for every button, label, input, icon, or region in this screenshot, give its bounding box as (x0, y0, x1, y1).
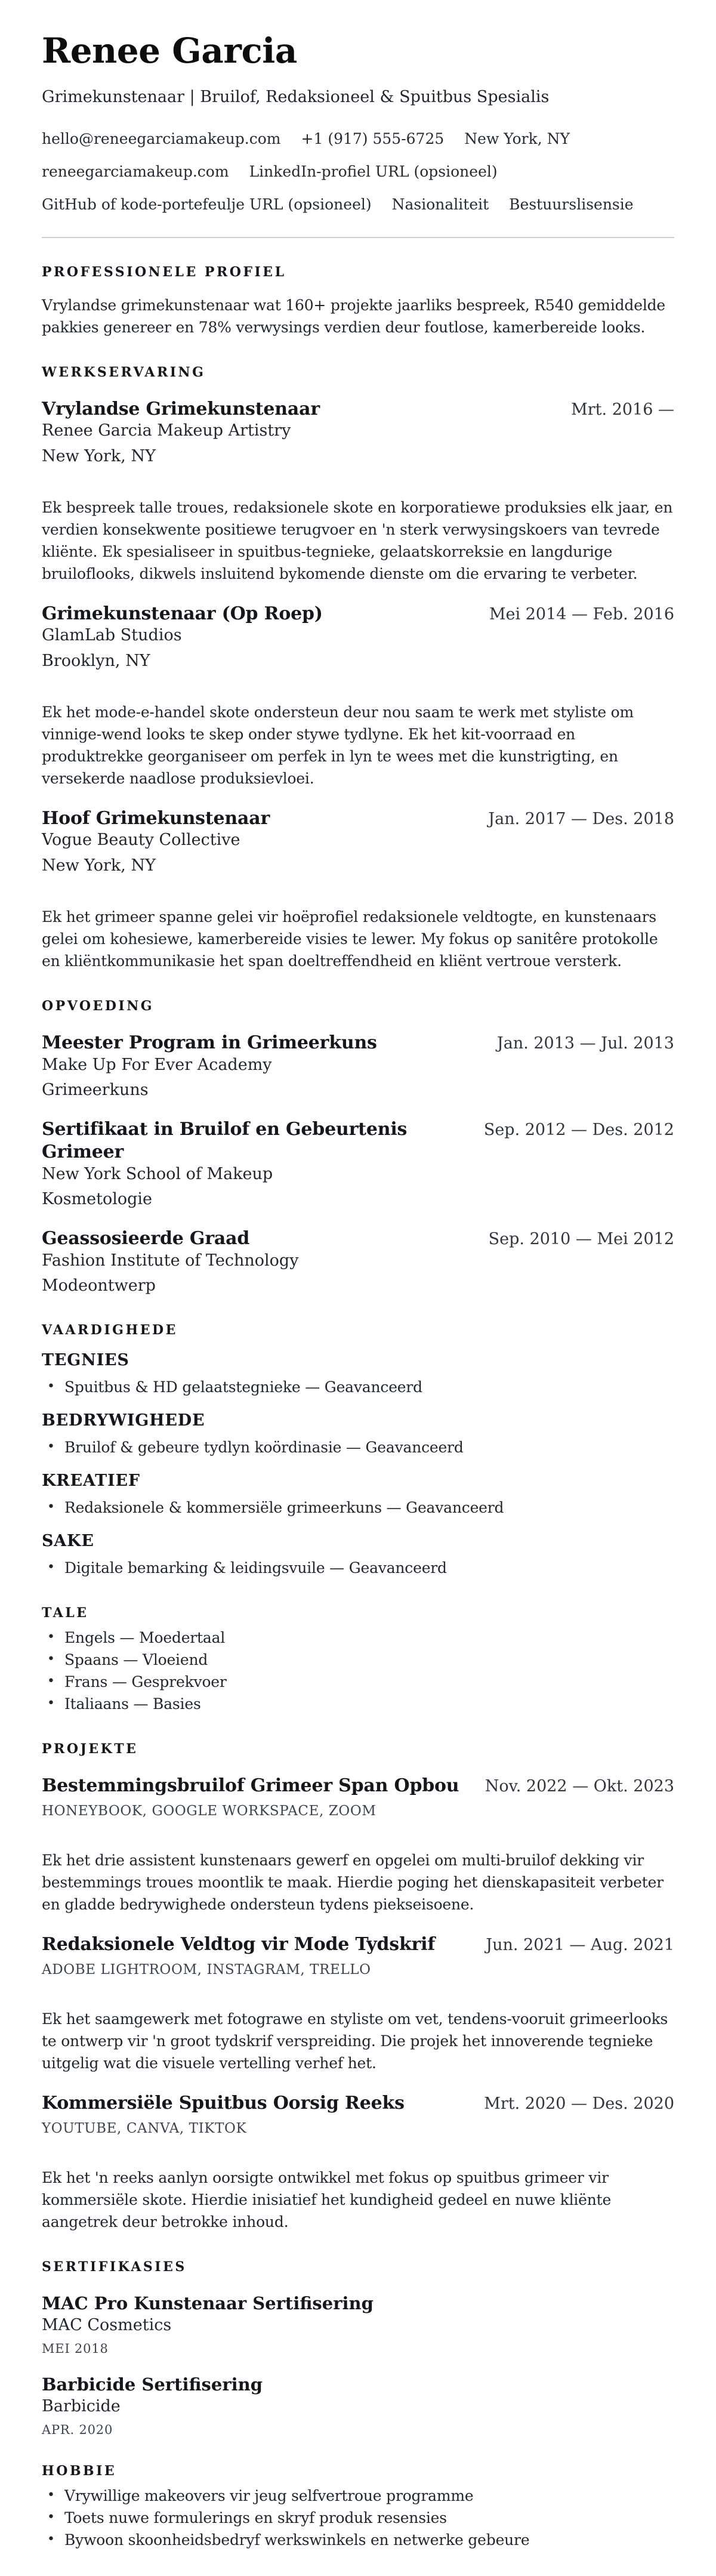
contact-github: GitHub of kode-portefeulje URL (opsioneel) (42, 195, 372, 213)
skill-list (42, 1557, 674, 1579)
language-list (42, 1627, 674, 1715)
section-education (42, 998, 674, 1296)
skill-category-name: TEGNIES (42, 1350, 129, 1369)
certification-name: Barbicide Sertifisering (42, 2374, 263, 2395)
hobby-item: • Toets nuwe formulerings en skryf produk resensies (42, 2507, 674, 2529)
skill-category-name: BEDRYWIGHEDE (42, 1411, 205, 1430)
project-title: Bestemmingsbruilof Grimeer Span Opbou (42, 1775, 459, 1796)
job-title: Grimekunstenaar (Op Roep) (42, 603, 323, 624)
certification-date: APR. 2020 (42, 2422, 113, 2437)
language-item: • Italiaans — Basies (42, 1693, 674, 1715)
experience-entry (42, 807, 674, 972)
contact-email: hello@reneegarciamakeup.com (42, 129, 281, 147)
resume-header (42, 30, 674, 238)
hobby-item: • Vrywillige makeovers vir jeug selfvertroue programme (42, 2485, 674, 2507)
education-field: Kosmetologie (42, 1189, 153, 1208)
project-dates: Jun. 2021 — Aug. 2021 (486, 1935, 674, 1954)
experience-entry (42, 398, 674, 585)
section-profile (42, 264, 674, 338)
section-skills (42, 1322, 674, 1579)
language-item: • Engels — Moedertaal (42, 1627, 674, 1649)
contact-row-1 (42, 130, 674, 147)
project-entry (42, 1933, 674, 2074)
section-hobbies (42, 2463, 674, 2551)
section-heading-experience: WERKSERVARING (42, 364, 206, 380)
header-divider (42, 237, 674, 238)
project-tools: HONEYBOOK, GOOGLE WORKSPACE, ZOOM (42, 1803, 376, 1819)
profile-text: Vrylandse grimekunstenaar wat 160+ projekte jaarliks bespreek, R540 gemiddelde pakkies genereer en 78% verwysings verdien deur foutlose, kamerbereide looks. (42, 296, 666, 336)
project-description: Ek het 'n reeks aanlyn oorsigte ontwikkel met fokus op spuitbus grimeer vir kommersiële skote. Hierdie inisiatief het kundigheid gedeel en nuwe kliënte aangetrek deur betrokke inhoud. (42, 2168, 612, 2231)
section-certifications (42, 2259, 674, 2437)
certification-issuer: Barbicide (42, 2396, 121, 2415)
project-tools: YOUTUBE, CANVA, TIKTOK (42, 2120, 247, 2136)
job-location: New York, NY (42, 856, 156, 875)
skill-item: • Digitale bemarking & leidingsvuile — Geavanceerd (42, 1557, 674, 1579)
education-field: Grimeerkuns (42, 1080, 149, 1099)
section-heading-languages: TALE (42, 1605, 89, 1621)
contact-row-2 (42, 163, 674, 180)
project-tools: ADOBE LIGHTROOM, INSTAGRAM, TRELLO (42, 1961, 371, 1977)
hobby-item: • Bywoon skoonheidsbedryf werkswinkels en netwerke gebeure (42, 2529, 674, 2551)
project-entry (42, 2092, 674, 2233)
education-dates: Sep. 2010 — Mei 2012 (488, 1229, 674, 1248)
education-entry (42, 1227, 674, 1296)
education-school: Make Up For Ever Academy (42, 1055, 272, 1074)
education-dates: Jan. 2013 — Jul. 2013 (496, 1034, 674, 1053)
contact-location: New York, NY (464, 129, 570, 147)
skill-list (42, 1376, 674, 1398)
job-dates: Mrt. 2016 — (571, 400, 674, 419)
job-company: Vogue Beauty Collective (42, 830, 240, 849)
section-heading-projects: PROJEKTE (42, 1741, 138, 1757)
person-subtitle: Grimekunstenaar | Bruilof, Redaksioneel & Spuitbus Spesialis (42, 87, 550, 106)
education-entry (42, 1032, 674, 1100)
education-dates: Sep. 2012 — Des. 2012 (483, 1120, 674, 1139)
section-experience (42, 365, 674, 972)
section-heading-education: OPVOEDING (42, 998, 155, 1014)
project-entry (42, 1775, 674, 1915)
job-description: Ek het grimeer spanne gelei vir hoëprofiel redaksionele veldtogte, en kunstenaars gelei om kohesiewe, kamerbereide visies te lewer. My fokus op sanitêre protokolle en kliëntkommunikasie het span doeltreffendheid en kliënt vertroue versterk. (42, 908, 658, 970)
skill-category-name: SAKE (42, 1531, 94, 1550)
certification-entry (42, 2293, 674, 2356)
section-heading-certifications: SERTIFIKASIES (42, 2259, 187, 2275)
certification-entry (42, 2374, 674, 2437)
education-entry (42, 1118, 674, 1210)
skill-list (42, 1497, 674, 1519)
project-dates: Mrt. 2020 — Des. 2020 (484, 2094, 674, 2113)
section-languages (42, 1605, 674, 1715)
person-name: Renee Garcia (42, 30, 297, 71)
skill-item: • Bruilof & gebeure tydlyn koördinasie — Geavanceerd (42, 1436, 674, 1458)
section-projects (42, 1741, 674, 2233)
job-title: Hoof Grimekunstenaar (42, 807, 270, 829)
job-location: New York, NY (42, 446, 156, 465)
hobby-list (42, 2485, 674, 2551)
education-degree: Meester Program in Grimeerkuns (42, 1032, 377, 1053)
skill-category-name: KREATIEF (42, 1471, 140, 1490)
job-company: GlamLab Studios (42, 625, 182, 644)
job-dates: Mei 2014 — Feb. 2016 (489, 604, 674, 624)
education-degree: Sertifikaat in Bruilof en Gebeurtenis Grimeer (42, 1118, 408, 1162)
project-title: Redaksionele Veldtog vir Mode Tydskrif (42, 1933, 436, 1955)
job-description: Ek bespreek talle troues, redaksionele skote en korporatiewe produksies elk jaar, en verdien konsekwente positiewe terugvoer en 'n sterk verwysingskoers van tevrede kliënte. Ek spesialiseer in spuitbus-tegnieke, gelaatskorreksie en langdurige bruiloflooks, dikwels insluitend bykomende dienste om die ervaring te verbeter. (42, 498, 673, 582)
section-heading-profile: PROFESSIONELE PROFIEL (42, 264, 286, 280)
job-title: Vrylandse Grimekunstenaar (42, 398, 320, 419)
project-description: Ek het saamgewerk met fotograwe en styliste om vet, tendens-vooruit grimeerlooks te ontwerp vir 'n groot tydskrif verspreiding. Die projek het innoverende tegnieke uitgelig wat die visuele vertelling verhef het. (42, 2010, 668, 2072)
certification-name: MAC Pro Kunstenaar Sertifisering (42, 2293, 374, 2313)
contact-website: reneegarciamakeup.com (42, 162, 229, 180)
contact-phone: +1 (917) 555-6725 (301, 129, 445, 147)
project-dates: Nov. 2022 — Okt. 2023 (484, 1776, 674, 1796)
education-school: New York School of Makeup (42, 1164, 273, 1183)
job-description: Ek het mode-e-handel skote ondersteun deur nou saam te werk met styliste om vinnige-wend looks te skep onder stywe tydlyne. Ek het kit-voorraad en produktrekke georganiseer om perfek in lyn te wees met die kunstrigting, en versekerde naadlose produksievloei. (42, 703, 634, 787)
certification-date: MEI 2018 (42, 2341, 109, 2356)
contact-license: Bestuurslisensie (509, 195, 634, 213)
certification-issuer: MAC Cosmetics (42, 2315, 172, 2334)
education-degree: Geassosieerde Graad (42, 1227, 250, 1249)
job-company: Renee Garcia Makeup Artistry (42, 421, 291, 440)
job-dates: Jan. 2017 — Des. 2018 (488, 809, 674, 828)
contact-nationality: Nasionaliteit (391, 195, 489, 213)
language-item: • Frans — Gesprekvoer (42, 1671, 674, 1693)
section-heading-skills: VAARDIGHEDE (42, 1322, 178, 1338)
project-title: Kommersiële Spuitbus Oorsig Reeks (42, 2092, 405, 2114)
skill-item: • Redaksionele & kommersiële grimeerkuns — Geavanceerd (42, 1497, 674, 1519)
language-item: • Spaans — Vloeiend (42, 1649, 674, 1671)
job-location: Brooklyn, NY (42, 651, 150, 670)
project-description: Ek het drie assistent kunstenaars gewerf en opgelei om multi-bruilof dekking vir bestemmings troues moontlik te maak. Hierdie poging het dienskapasiteit verbeter en gladde bedrywighede ondersteun tydens piekseisoene. (42, 1851, 663, 1913)
experience-entry (42, 603, 674, 789)
section-heading-hobbies: HOBBIE (42, 2463, 117, 2479)
contact-row-3 (42, 196, 674, 213)
education-school: Fashion Institute of Technology (42, 1251, 299, 1270)
contact-linkedin: LinkedIn-profiel URL (opsioneel) (249, 162, 498, 180)
education-field: Modeontwerp (42, 1276, 156, 1295)
skill-item: • Spuitbus & HD gelaatstegnieke — Geavanceerd (42, 1376, 674, 1398)
skill-list (42, 1436, 674, 1458)
